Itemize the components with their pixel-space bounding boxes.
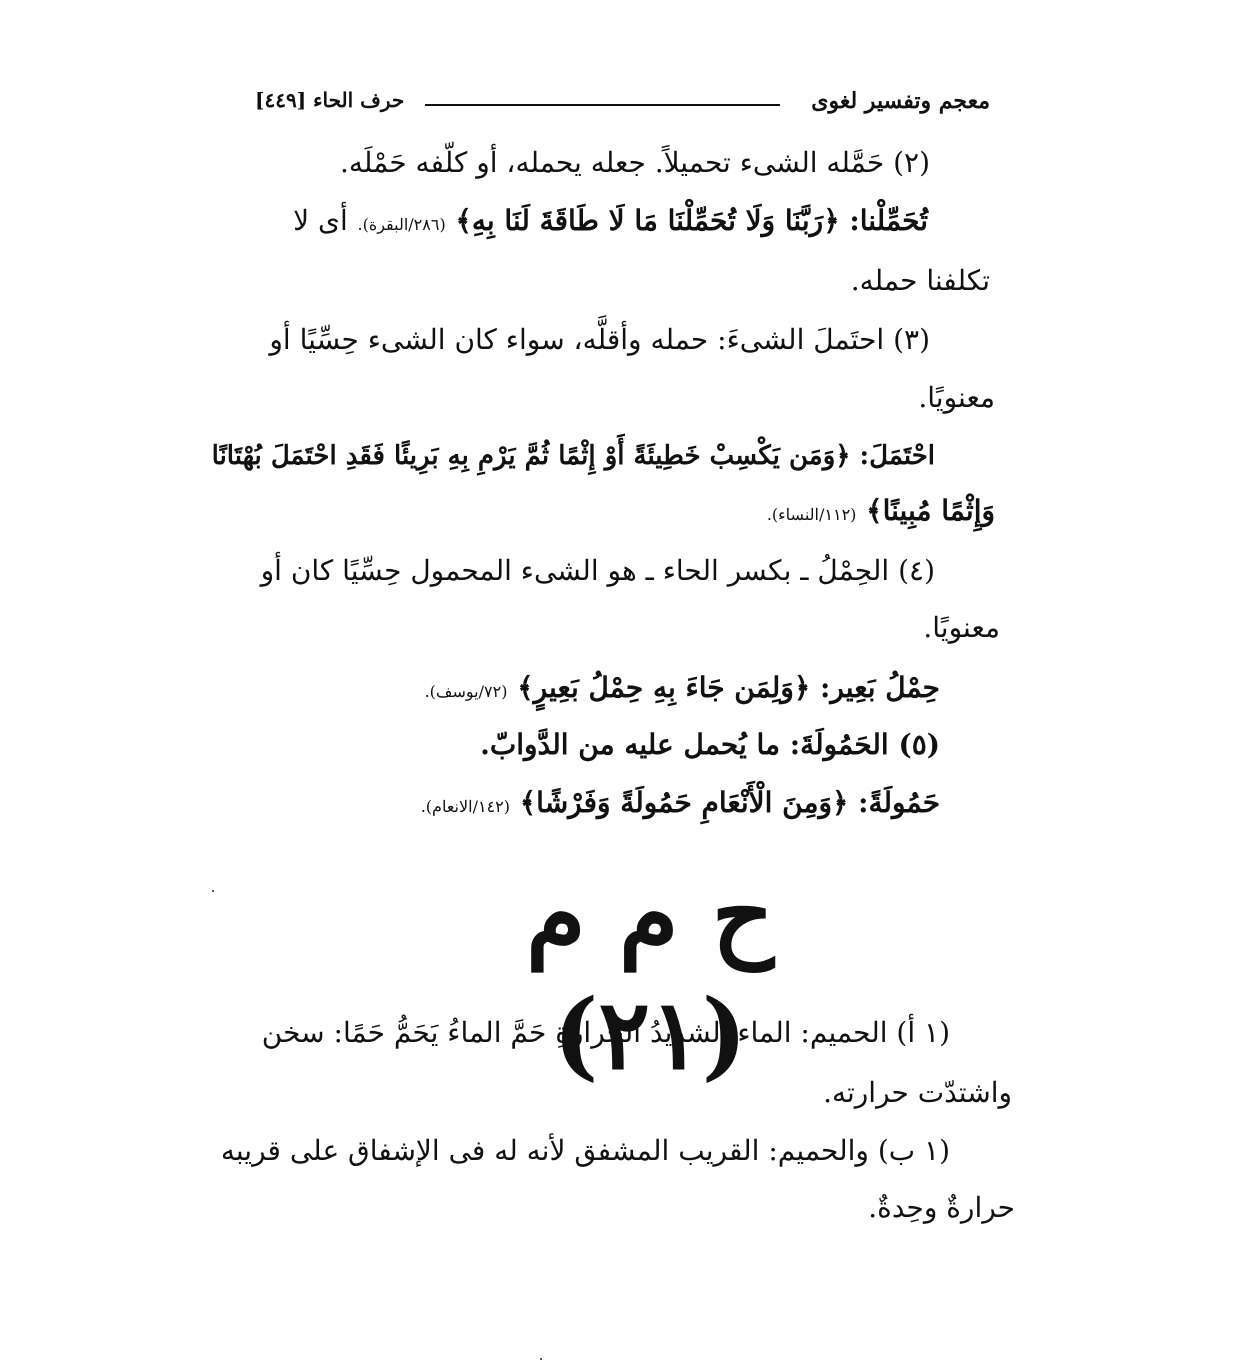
- quote-reference: (٢٨٦/البقرة).: [357, 215, 446, 234]
- text-fragment: أى لا: [293, 204, 348, 237]
- text-line: معنويًا.: [923, 611, 1000, 644]
- quote-line: [767, 493, 995, 533]
- header-rule: [425, 104, 780, 106]
- section-label: حرف الحاء [٤٤٩]: [255, 88, 405, 112]
- text-line: تكلفنا حمله.: [850, 264, 990, 297]
- text-line: (٥) الحَمُولَةَ: ما يُحمل عليه من الدَّوابّ.: [480, 728, 940, 761]
- scan-speck: [540, 1358, 542, 1360]
- text-line: معنويًا.: [918, 381, 995, 414]
- root-heading: ح م م (٢١): [526, 858, 774, 1091]
- quote-line: [421, 785, 940, 825]
- quote-reference: (١١٢/النساء).: [766, 505, 857, 524]
- text-line: واشتدّت حرارته.: [823, 1076, 1012, 1109]
- text-line: (٤) الحِمْلُ ـ بكسر الحاء ـ هو الشىء المحمول حِسِّيًا كان أو: [260, 554, 935, 587]
- page-header: [255, 88, 990, 124]
- quote-reference: (١٤٢/الانعام).: [420, 797, 510, 816]
- quote-text: تُحَمِّلْنا: ﴿رَبَّنَا وَلَا تُحَمِّلْنَا مَا لَا طَاقَةَ لَنَا بِهِ﴾: [455, 204, 928, 237]
- text-line: (٢) حَمَّله الشىء تحميلاً. جعله يحمله، أو كلّفه حَمْلَه.: [339, 146, 930, 179]
- quote-text: وَإِثْمًا مُبِينًا﴾: [866, 494, 995, 527]
- quote-line: [293, 203, 928, 243]
- text-line: (١ ب) والحميم: القريب المشفق لأنه له فى الإشفاق على قريبه: [220, 1134, 950, 1167]
- scan-speck: [212, 890, 214, 892]
- text-line: حرارةٌ وحِدةٌ.: [868, 1191, 1015, 1224]
- quote-line: [425, 670, 940, 710]
- text-line: (٣) احتَملَ الشىءَ: حمله وأقلَّه، سواء كان الشىء حِسِّيًا أو: [269, 323, 930, 356]
- quote-line: احْتَمَلَ: ﴿وَمَن يَكْسِبْ خَطِيئَةً أَوْ إِثْمًا ثُمَّ يَرْمِ بِهِ بَرِيئًا فَقَدِ احْتَمَلَ بُهْتَانًا: [211, 441, 935, 471]
- quote-reference: (٧٢/يوسف).: [424, 682, 508, 701]
- quote-text: حَمُولَةً: ﴿وَمِنَ الْأَنْعَامِ حَمُولَةً وَفَرْشًا﴾: [519, 786, 940, 819]
- book-title: معجم وتفسير لغوى: [811, 88, 990, 114]
- quote-text: حِمْلُ بَعِير: ﴿وَلِمَن جَاءَ بِهِ حِمْلُ بَعِيرٍ﴾: [517, 671, 940, 704]
- text-line: (١ أ) الحميم: الماء الشديدُ الحرارةِ حَمَّ الماءُ يَحَمُّ حَمًا: سخن: [261, 1016, 950, 1049]
